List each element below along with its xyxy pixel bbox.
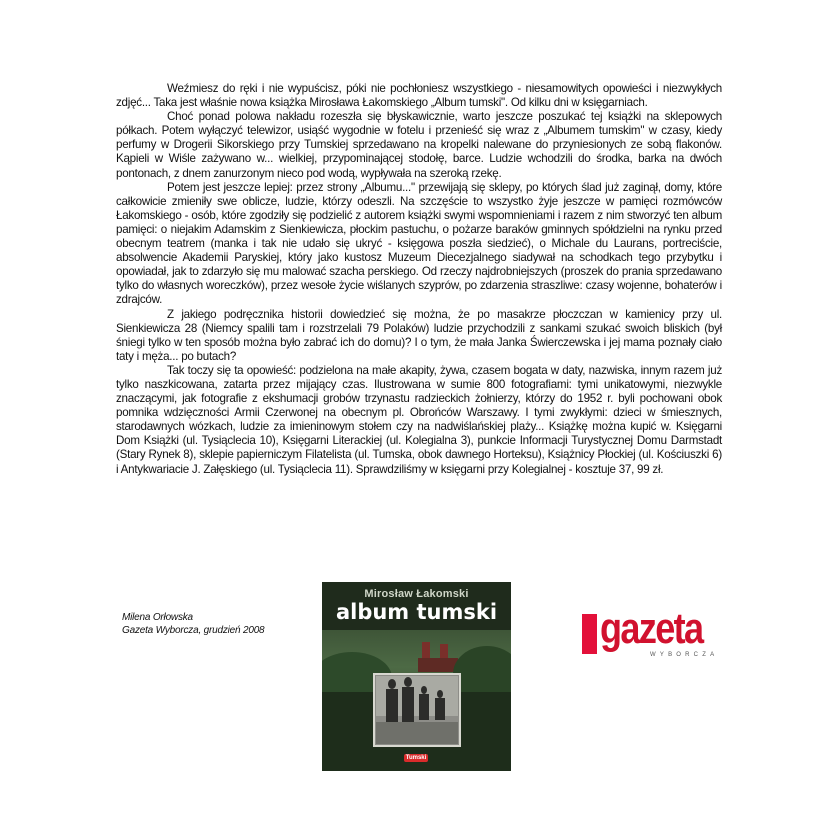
publisher-logo: Tumski <box>405 755 427 761</box>
logo-bar <box>582 614 597 654</box>
article-paragraph: Tak toczy się ta opowieść: podzielona na małe akapity, żywa, czasem bogata w daty, nazwiska, innym razem już tylko naszkicowana, zatarta przez mijający czas. Ilustrowana w sumie 800 fotografiami: tymi unikatowymi, niezwykle znaczącymi, jak fotografie z ekshumacji grobów trzynastu radzieckich żołnierzy, którzy do 1952 r. byli pochowani obok pomnika wdzięczności Armii Czerwonej na obecnym pl. Obrońców Warszawy. I tymi zwykłymi: dzieci w śmiesznych, starodawnych wózkach, ludzie za imieninowym stołem czy na nadwiślańskiej plaży... Książkę można kupić w. Księgarni Dom Książki (ul. Tysiąclecia 10), Księgarni Literackiej (ul. Kolegialna 3), punkcie Informacji Turystycznej Domu Darmstadt (Stary Rynek 8), sklepie papierniczym Filatelista (ul. Tumska, obok dawnego Horteksu), Książnicy Płockiej (ul. Kościuszki 6) i Antykwariacie J. Załęskiego (ul. Tysiąclecia 11). Sprawdziliśmy w księgarni przy Kolegialnej - kosztuje 37, 99 zł. <box>116 363 722 476</box>
cover-title: album tumski <box>335 600 498 624</box>
logo-word: gazeta <box>600 604 703 653</box>
article-paragraph: Z jakiego podręcznika historii dowiedzieć się można, że po masakrze płoczczan w kamienicy przy ul. Sienkiewicza 28 (Niemcy spalili tam i rozstrzelali 79 Polaków) ludzie przychodzili z sankami szukać swoich bliskich (był śniegi tylko w ten sposób można było zabrać ich do domu)? I o tym, że mała Janka Świerczewska i jej mama poznały ciało taty i męża... po butach? <box>116 307 722 363</box>
cover-author: Mirosław Łakomski <box>364 588 469 600</box>
article-body <box>116 82 722 477</box>
article-paragraph: Weźmiesz do ręki i nie wypuścisz, póki nie pochłoniesz wszystkiego - niesamowitych opowieści i niezwykłych zdjęć... Taka jest właśnie nowa książka Mirosława Łakomskiego „Album tumski". Od kilku dni w księgarniach. <box>116 82 722 110</box>
gazeta-wyborcza-logo <box>582 604 719 662</box>
byline-author: Milena Orłowska <box>122 612 193 623</box>
byline <box>122 611 264 637</box>
article-paragraph: Potem jest jeszcze lepiej: przez strony „Albumu..." przewijają się sklepy, po których ślad już zaginął, domy, które całkowicie zmieniły swe oblicze, ludzie, którzy odeszli. Na szczęście to wszystko żyje jeszcze w pamięci rozmówców Łakomskiego - osób, które zgodziły się podzielić z autorem książki swymi wspomnieniami i razem z nim stworzyć ten album pamięci: o niejakim Adamskim z Sienkiewicza, płockim pastuchu, o pożarze baraków gminnych spółdzielni na rynku przed obecnym teatrem (manka i tak nie udało się ukryć - księgowa poszła siedzieć), o Michale du Laurans, portreciście, absolwencie Akademii Paryskiej, który jako kustosz Muzeum Diecezjalnego siadywał na schodkach tego przybytku i opowiadał, jak to zdarzyło się mu malować szacha perskiego. Od rzeczy najdrobniejszych (proszek do prania sprzedawano tylko do własnych woreczków), przez wesołe życie wiślanych szyprów, po zdarzenia straszliwe: czasy wojenne, bohaterów i zdrajców. <box>116 180 722 307</box>
book-cover-image <box>322 582 511 771</box>
logo-subtitle: WYBORCZA <box>650 652 719 658</box>
article-paragraph: Choć ponad polowa nakładu rozeszła się błyskawicznie, warto jeszcze poszukać tej książki na sklepowych półkach. Potem wyłączyć telewizor, usiąść wygodnie w fotelu i przenieść się wraz z „Albumem tumskim" w czasy, kiedy perfumy w Drogerii Sikorskiego przy Tumskiej sprzedawano na kropelki nalewane do przyniesionych ze sobą flakonów. Kąpieli w Wiśle zażywano w... wielkiej, przypominającej stodołę, barce. Ludzie wchodzili do środka, barka na dwóch pontonach, z dnem zanurzonym nieco pod wodą, wypływała na szeroką rzekę. <box>116 110 722 180</box>
byline-source: Gazeta Wyborcza, grudzień 2008 <box>122 625 265 636</box>
